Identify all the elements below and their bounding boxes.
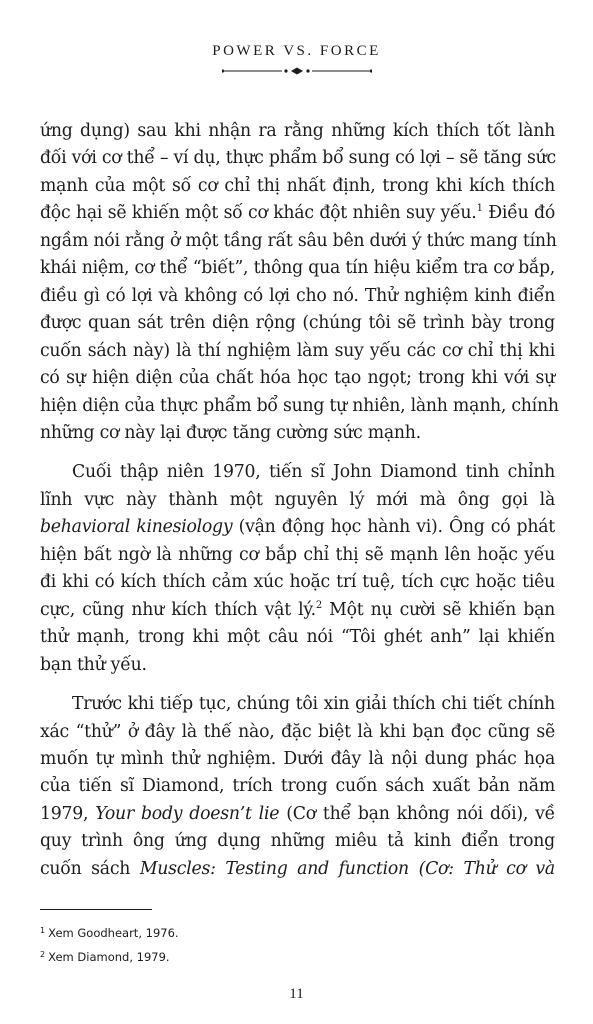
text-line: ứng dụng) sau khi nhận ra rằng những kích thích tốt lành: [40, 121, 555, 141]
footnote-1: [40, 920, 555, 944]
text-fragment: cuốn sách: [40, 858, 140, 879]
text-line: muốn tự mình thử nghiệm. Dưới đây là nội dung phác họa: [40, 748, 555, 769]
text-line: bạn thử yếu.: [40, 654, 147, 675]
text-line: mạnh của một số cơ chỉ thị nhất định, trong khi kích thích: [40, 175, 555, 196]
page-number: 11: [289, 986, 304, 1002]
text-line: xác “thử” ở đây là thế nào, đặc biệt là khi bạn đọc cũng sẽ: [40, 721, 555, 742]
italic-title: Your body doesn’t lie: [95, 803, 280, 824]
text-fragment: 1979,: [40, 803, 96, 824]
text-line: của tiến sĩ Diamond, trích trong cuốn sách xuất bản năm: [40, 776, 555, 797]
text-line: hiện diện của thực phẩm bổ sung tự nhiên, lành mạnh, chính: [40, 395, 559, 416]
footnote-2: [40, 944, 555, 968]
text-line: [40, 801, 555, 828]
text-fragment: Điều đó: [482, 203, 555, 224]
text-line: lĩnh vực này thành một nguyên lý mới mà ông gọi là: [40, 489, 555, 510]
text-line: khái niệm, cơ thể “biết”, thông qua tín hiệu kiểm tra cơ bắp,: [40, 258, 555, 279]
footnote-ref-2[interactable]: 2: [315, 599, 322, 611]
footnote-mark: 1: [40, 926, 46, 935]
body-text: [40, 118, 559, 895]
paragraph-1: [40, 118, 559, 447]
text-line: quy trình ông ứng dụng những miêu tả kinh điển trong: [40, 831, 555, 852]
text-line: [40, 200, 555, 227]
text-line: [40, 597, 555, 624]
footnote-ref-1[interactable]: 1: [476, 203, 483, 215]
text-fragment: độc hại sẽ khiến một số cơ khác đột nhiên suy yếu.: [40, 203, 477, 224]
text-fragment: (Cơ thể bạn không nói dối), về: [279, 803, 555, 824]
text-line: [40, 514, 555, 541]
text-line: [40, 856, 555, 883]
paragraph-3: [40, 691, 555, 883]
text-line: ngầm nói rằng ở một tầng rất sâu bên dưới ý thức mang tính: [40, 230, 557, 251]
text-line: những cơ này lại được tăng cường sức mạnh.: [40, 422, 421, 443]
italic-title: Muscles: Testing and function (Cơ: Thử cơ và: [139, 858, 555, 879]
footnote-text: Xem Diamond, 1979.: [48, 950, 170, 964]
text-line: thử mạnh, trong khi một câu nói “Tôi ghét anh” lại khiến: [40, 627, 555, 648]
footnotes: [40, 920, 555, 968]
footnote-divider: [40, 909, 152, 910]
running-title: POWER VS. FORCE: [212, 43, 381, 59]
text-line: cuốn sách này) là thí nghiệm làm suy yếu các cơ chỉ thị khi: [40, 340, 555, 361]
text-line: hiện bất ngờ là những cơ bắp chỉ thị sẽ mạnh lên hoặc yếu: [40, 544, 555, 565]
text-fragment: (vận động học hành vi). Ông có phát: [232, 517, 555, 538]
text-line: được quan sát trên diện rộng (chúng tôi sẽ trình bày trong: [40, 313, 555, 334]
text-line: điều gì có lợi và không có lợi cho nó. Thử nghiệm kinh điển: [40, 285, 555, 306]
paragraph-2: [40, 459, 555, 679]
title-ornament: [222, 66, 372, 76]
text-line: Cuối thập niên 1970, tiến sĩ John Diamond tinh chỉnh: [72, 462, 555, 483]
text-line: có sự hiện diện của chất hóa học tạo ngọt; trong khi với sự: [40, 368, 555, 389]
footnote-mark: 2: [40, 950, 46, 959]
text-line: đối với cơ thể – ví dụ, thực phẩm bổ sung có lợi – sẽ tăng sức: [40, 148, 556, 169]
text-fragment: Một nụ cười sẽ khiến bạn: [321, 599, 555, 620]
text-line: đi khi có kích thích cảm xúc hoặc trí tuệ, tích cực hoặc tiêu: [40, 572, 555, 593]
italic-term: behavioral kinesiology: [40, 517, 233, 538]
footnote-text: Xem Goodheart, 1976.: [48, 926, 179, 940]
text-line: Trước khi tiếp tục, chúng tôi xin giải thích chi tiết chính: [72, 694, 555, 715]
text-fragment: cực, cũng như kích thích vật lý.: [40, 599, 316, 620]
